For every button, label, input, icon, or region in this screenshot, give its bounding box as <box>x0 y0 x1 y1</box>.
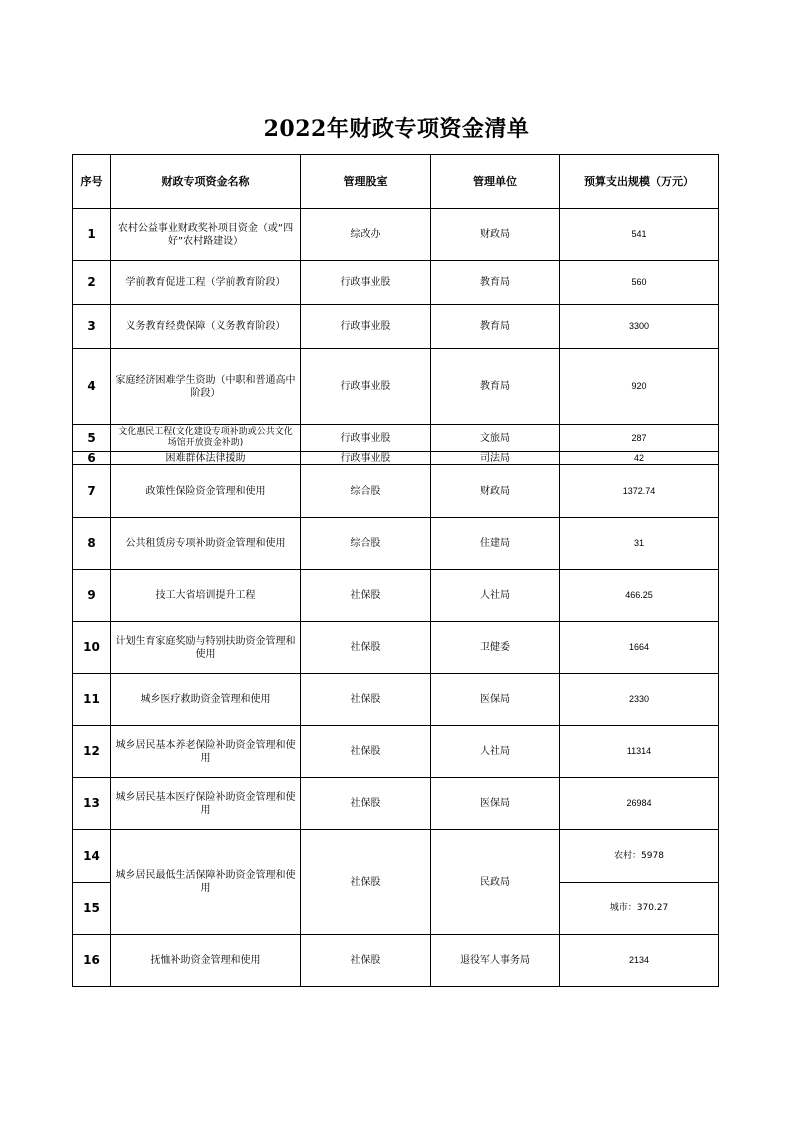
budget: 3300 <box>560 305 719 349</box>
fund-name: 农村公益事业财政奖补项目资金（或“四好”农村路建设） <box>111 209 301 261</box>
table-row <box>73 452 719 465</box>
fund-name: 家庭经济困难学生资助（中职和普通高中阶段） <box>111 349 301 425</box>
dept: 行政事业股 <box>301 349 431 425</box>
table-row <box>73 518 719 570</box>
table-row <box>73 465 719 518</box>
fund-name: 困难群体法律援助 <box>111 452 301 465</box>
header-index: 序号 <box>73 155 111 209</box>
header-unit: 管理单位 <box>431 155 560 209</box>
budget: 920 <box>560 349 719 425</box>
unit: 财政局 <box>431 465 560 518</box>
fund-name: 城乡居民最低生活保障补助资金管理和使用 <box>111 830 301 935</box>
table-row <box>73 209 719 261</box>
fund-name: 公共租赁房专项补助资金管理和使用 <box>111 518 301 570</box>
unit: 人社局 <box>431 570 560 622</box>
fund-name: 城乡居民基本养老保险补助资金管理和使用 <box>111 726 301 778</box>
table-row <box>73 425 719 452</box>
dept: 社保股 <box>301 778 431 830</box>
table-row <box>73 674 719 726</box>
header-fund-name: 财政专项资金名称 <box>111 155 301 209</box>
dept: 社保股 <box>301 935 431 987</box>
budget: 1372.74 <box>560 465 719 518</box>
table-row <box>73 935 719 987</box>
table-row <box>73 778 719 830</box>
dept: 社保股 <box>301 622 431 674</box>
dept: 社保股 <box>301 674 431 726</box>
fund-name: 计划生育家庭奖励与特别扶助资金管理和使用 <box>111 622 301 674</box>
row-index: 1 <box>73 209 111 261</box>
row-index: 12 <box>73 726 111 778</box>
budget-urban: 城市：370.27 <box>560 883 719 935</box>
table-row <box>73 570 719 622</box>
fund-name: 城乡居民基本医疗保险补助资金管理和使用 <box>111 778 301 830</box>
fund-name: 抚恤补助资金管理和使用 <box>111 935 301 987</box>
fund-name: 文化惠民工程(文化建设专项补助或公共文化场馆开放资金补助) <box>111 425 301 452</box>
budget: 1664 <box>560 622 719 674</box>
header-dept: 管理股室 <box>301 155 431 209</box>
unit: 医保局 <box>431 778 560 830</box>
row-index: 3 <box>73 305 111 349</box>
row-index: 2 <box>73 261 111 305</box>
unit: 财政局 <box>431 209 560 261</box>
unit: 教育局 <box>431 261 560 305</box>
row-index: 8 <box>73 518 111 570</box>
dept: 综合股 <box>301 465 431 518</box>
table-row <box>73 349 719 425</box>
fund-name: 城乡医疗救助资金管理和使用 <box>111 674 301 726</box>
dept: 行政事业股 <box>301 261 431 305</box>
budget: 560 <box>560 261 719 305</box>
budget: 42 <box>560 452 719 465</box>
dept: 综改办 <box>301 209 431 261</box>
budget-rural: 农村：5978 <box>560 830 719 883</box>
header-budget: 预算支出规模（万元） <box>560 155 719 209</box>
dept: 行政事业股 <box>301 425 431 452</box>
row-index: 11 <box>73 674 111 726</box>
row-index: 16 <box>73 935 111 987</box>
row-index: 5 <box>73 425 111 452</box>
unit: 医保局 <box>431 674 560 726</box>
row-index: 7 <box>73 465 111 518</box>
unit: 民政局 <box>431 830 560 935</box>
dept: 综合股 <box>301 518 431 570</box>
fund-name: 义务教育经费保障（义务教育阶段） <box>111 305 301 349</box>
fund-name: 技工大省培训提升工程 <box>111 570 301 622</box>
budget: 11314 <box>560 726 719 778</box>
unit: 住建局 <box>431 518 560 570</box>
unit: 司法局 <box>431 452 560 465</box>
unit: 退役军人事务局 <box>431 935 560 987</box>
budget: 2134 <box>560 935 719 987</box>
row-index: 6 <box>73 452 111 465</box>
table-row <box>73 830 719 883</box>
unit: 人社局 <box>431 726 560 778</box>
unit: 文旅局 <box>431 425 560 452</box>
dept: 行政事业股 <box>301 452 431 465</box>
dept: 社保股 <box>301 830 431 935</box>
budget: 2330 <box>560 674 719 726</box>
fund-name: 政策性保险资金管理和使用 <box>111 465 301 518</box>
row-index: 15 <box>73 883 111 935</box>
fund-name: 学前教育促进工程（学前教育阶段） <box>111 261 301 305</box>
table-row <box>73 305 719 349</box>
budget: 31 <box>560 518 719 570</box>
table-row <box>73 622 719 674</box>
header-row <box>73 155 719 209</box>
dept: 行政事业股 <box>301 305 431 349</box>
budget: 26984 <box>560 778 719 830</box>
dept: 社保股 <box>301 726 431 778</box>
row-index: 4 <box>73 349 111 425</box>
row-index: 10 <box>73 622 111 674</box>
budget: 466.25 <box>560 570 719 622</box>
row-index: 14 <box>73 830 111 883</box>
unit: 教育局 <box>431 305 560 349</box>
document-title: 2022年财政专项资金清单 <box>263 116 530 142</box>
row-index: 13 <box>73 778 111 830</box>
budget: 287 <box>560 425 719 452</box>
unit: 卫健委 <box>431 622 560 674</box>
row-index: 9 <box>73 570 111 622</box>
table-row <box>73 261 719 305</box>
dept: 社保股 <box>301 570 431 622</box>
unit: 教育局 <box>431 349 560 425</box>
budget: 541 <box>560 209 719 261</box>
table-row <box>73 726 719 778</box>
fund-table <box>72 154 719 987</box>
